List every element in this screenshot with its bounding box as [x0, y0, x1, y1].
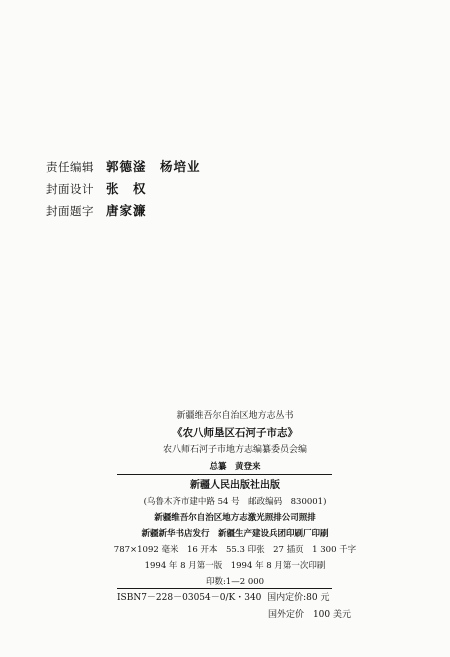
book-title: 《农八师垦区石河子市志》 — [172, 427, 298, 439]
typesetter: 新疆维吾尔自治区地方志激光照排公司照排 — [154, 513, 316, 523]
isbn: ISBN7－228－03054－0/K・340 — [117, 593, 262, 603]
domestic-price: 国内定价:80 元 — [267, 593, 330, 603]
credit-row-editor — [46, 155, 201, 177]
chief-editor: 总纂 黄登来 — [209, 462, 261, 472]
credit-names: 唐家濂 — [106, 203, 147, 218]
divider-top — [117, 474, 332, 475]
credit-names: 张 权 — [106, 181, 147, 196]
credit-role: 封面设计 — [46, 182, 94, 196]
compiler: 农八师石河子市地方志编纂委员会编 — [162, 445, 307, 455]
publisher: 新疆人民出版社出版 — [190, 480, 280, 491]
book-info-block — [95, 408, 375, 476]
publication-block — [95, 478, 375, 590]
foreign-price: 国外定价 100 美元 — [267, 610, 351, 620]
divider-bottom — [117, 588, 332, 589]
isbn-row — [117, 590, 357, 607]
isbn-price-block — [117, 590, 357, 624]
credit-row-cover-calligraphy — [46, 199, 201, 221]
edition-info: 1994 年 8 月第一版 1994 年 8 月第一次印刷 — [144, 561, 326, 571]
printer: 新疆新华书店发行 新疆生产建设兵团印刷厂印刷 — [141, 529, 329, 539]
print-specs: 787×1092 毫米 16 开本 55.3 印张 27 插页 1 300 千字 — [113, 545, 357, 555]
credit-row-cover-design — [46, 177, 201, 199]
credits-block — [46, 155, 201, 221]
credit-role: 责任编辑 — [46, 160, 94, 174]
credit-role: 封面题字 — [46, 204, 94, 218]
series-name: 新疆维吾尔自治区地方志丛书 — [176, 411, 294, 421]
credit-names: 郭德滏 杨培业 — [106, 159, 201, 174]
print-run: 印数:1—2 000 — [205, 577, 265, 587]
publisher-address: (乌鲁木齐市建中路 54 号 邮政编码 830001) — [143, 497, 327, 507]
